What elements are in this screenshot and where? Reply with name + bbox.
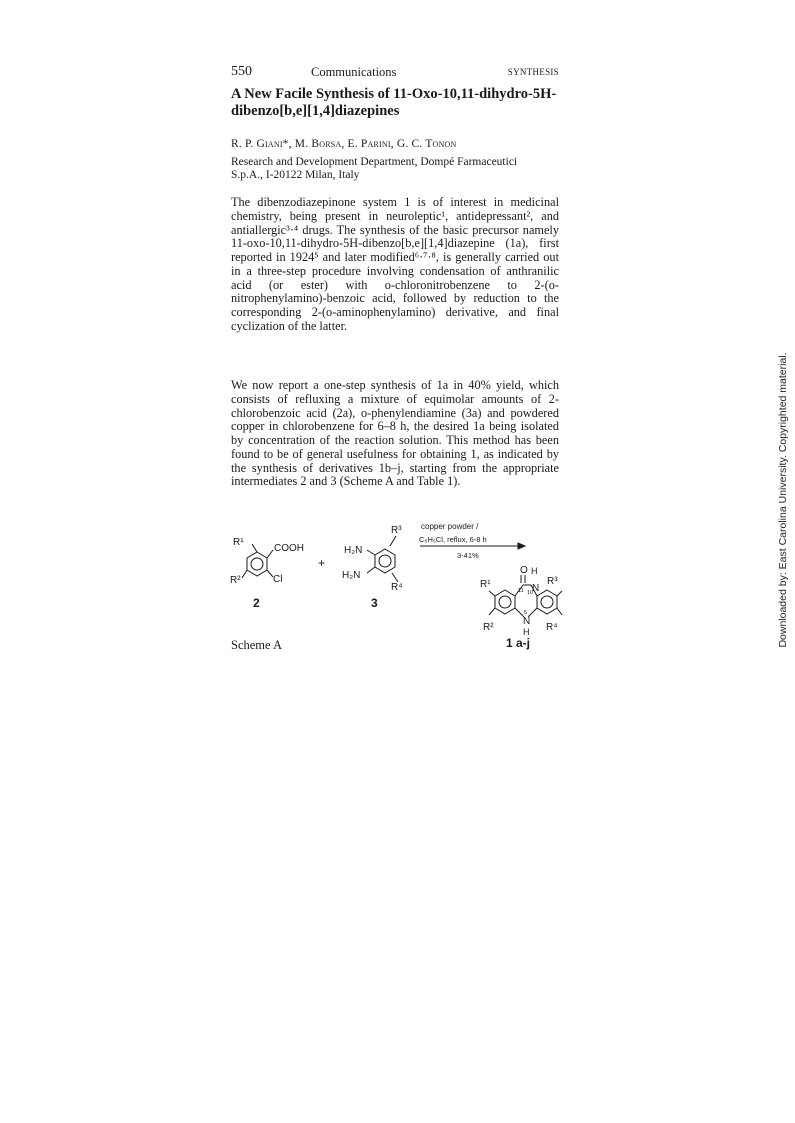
compound-2-ring: [247, 552, 267, 576]
amine-top-label: H₂N: [344, 545, 363, 556]
r4-label: R⁴: [391, 582, 403, 593]
reagent-line-2: C₆H₅Cl, reflux, 6-8 h: [419, 535, 487, 544]
amine-n-label: N: [523, 616, 531, 627]
position-5: 5: [524, 610, 528, 616]
product-r1-label: R¹: [480, 579, 491, 590]
scheme-caption: Scheme A: [231, 638, 283, 652]
plus-sign: +: [318, 556, 326, 570]
product-r2-label: R²: [483, 622, 494, 633]
position-11: 11: [518, 588, 524, 594]
product-r3-label: R³: [547, 576, 558, 587]
page-number: 550: [231, 64, 252, 79]
cl-label: Cl: [273, 574, 283, 585]
journal-name: SYNTHESIS: [507, 67, 559, 77]
amide-h-label: H: [531, 566, 538, 576]
position-10: 10: [527, 590, 534, 596]
download-note: Downloaded by: East Carolina University. Copyrighted material.: [777, 352, 789, 648]
title-line-1: A New Facile Synthesis of 11-Oxo-10,11-dihydro-5H-: [231, 86, 557, 102]
product-right-ring: [537, 590, 557, 614]
section-name: Communications: [311, 65, 397, 79]
r2-label: R²: [230, 575, 241, 586]
cooh-label: COOH: [274, 543, 304, 554]
reagent-line-1: copper powder /: [421, 522, 479, 531]
amine-h-label: H: [523, 627, 530, 637]
compound-2-number: 2: [253, 596, 260, 610]
r3-label: R³: [391, 525, 402, 536]
affiliation-line-2: S.p.A., I-20122 Milan, Italy: [231, 169, 360, 181]
page-header: [231, 64, 559, 80]
affiliation: [231, 156, 559, 182]
body-paragraph-2: We now report a one-step synthesis of 1a in 40% yield, which consists of refluxing a mixture of equimolar amounts of 2-chlorobenzoic acid (2a), o-phenylendiamine (3a) and powdered copper in chlorobenzene for 6–8 h, the desired 1a being isolated by concentration of the reaction solution. This method has been found to be of general usefulness for obtaining 1, as indicated by the synthesis of derivatives 1b–j, starting from the appropriate intermediates 2 and 3 (Scheme A and Table 1).: [231, 378, 559, 489]
amide-n-label: N: [532, 583, 540, 594]
yield-range: 3-41%: [457, 551, 479, 560]
carbonyl-o-label: O: [520, 565, 528, 576]
affiliation-line-1: Research and Development Department, Dompé Farmaceutici: [231, 156, 518, 168]
amine-bottom-label: H₂N: [342, 570, 361, 581]
body-paragraph-1: The dibenzodiazepinone system 1 is of interest in medicinal chemistry, being present in neuroleptic¹, antidepressant², and antiallergic³·⁴ drugs. The synthesis of the basic precursor namely 11-oxo-10,11-dihydro-5H-dibenzo[b,e][1,4]diazepine (1a), first reported in 1924⁵ and later modified⁶·⁷·⁸, is generally carried out in a three-step procedure involving condensation of anthranilic acid (or ester) with o-chloronitrobenzene to 2-(o-nitrophenylamino)-benzoic acid, followed by reduction to the corresponding 2-(o-aminophenylamino) derivative, and final cyclization of the latter.: [231, 195, 559, 333]
author-list: R. P. Giani*, M. Borsa, E. Parini, G. C. Tonon: [231, 138, 457, 150]
compound-3-ring: [375, 549, 395, 573]
product-r4-label: R⁴: [546, 622, 558, 633]
title-line-2: dibenzo[b,e][1,4]diazepines: [231, 103, 400, 119]
r1-label: R¹: [233, 537, 244, 548]
article-title: [231, 86, 559, 120]
compound-3-number: 3: [371, 596, 378, 610]
product-number: 1 a-j: [506, 636, 531, 650]
product-left-ring: [495, 590, 515, 614]
